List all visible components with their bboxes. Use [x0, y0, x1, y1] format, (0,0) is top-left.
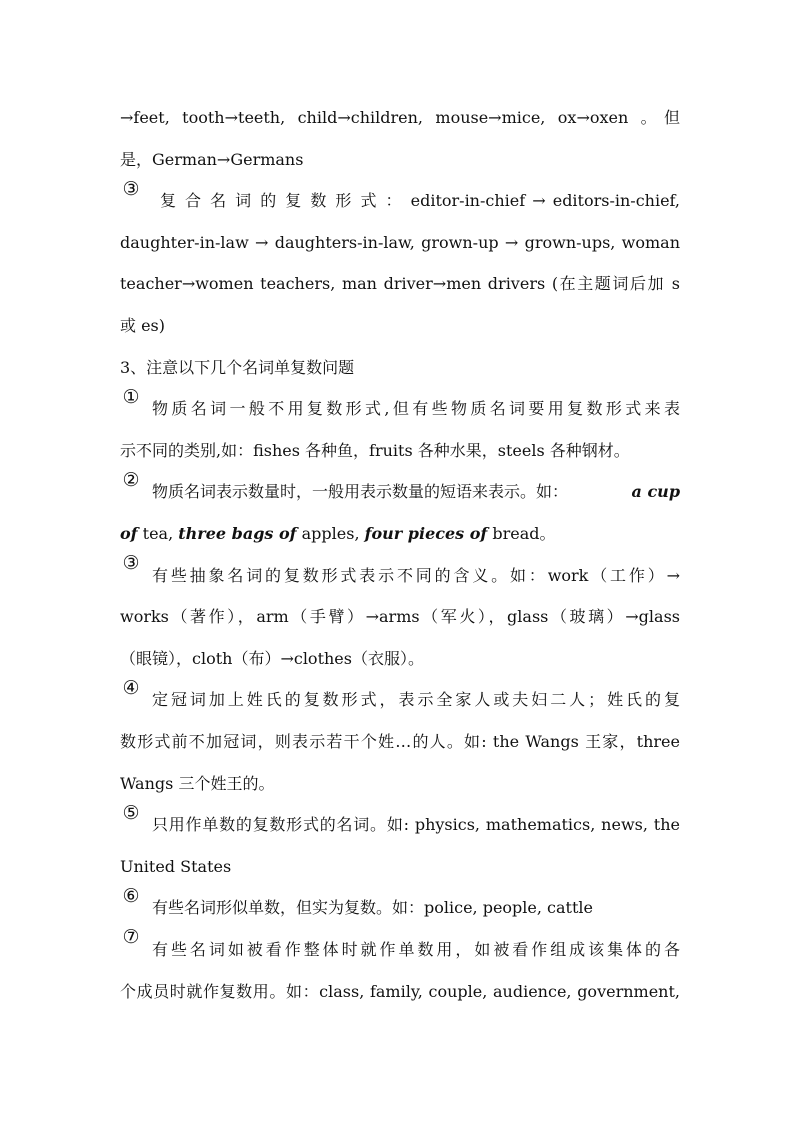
text-line [152, 481, 680, 503]
text-segment: apples, [296, 524, 365, 543]
circled-number-1: ① [122, 386, 140, 408]
text-line: 示不同的类别,如：fishes 各种鱼，fruits 各种水果，steels 各种钢材。 [120, 441, 630, 460]
text-line: 或 es) [120, 316, 166, 335]
text-line: 只用作单数的复数形式的名词。如: physics, mathematics, news, the [152, 815, 680, 834]
circled-number-6: ⑥ [122, 885, 140, 907]
emphasis-text: four pieces of [364, 524, 488, 543]
text-line: 复 合 名 词 的 复 数 形 式 ： editor-in-chief → editors-in-chief, [160, 191, 680, 210]
emphasis-text: of [120, 524, 138, 543]
text-segment: tea, [137, 524, 179, 543]
text-line: 数形式前不加冠词，则表示若干个姓…的人。如: the Wangs 王家，three [120, 732, 680, 751]
text-line: 是，German→Germans [120, 150, 304, 169]
text-line: 物质名词一般不用复数形式,但有些物质名词要用复数形式来表 [152, 399, 680, 418]
text-line: 有些名词形似单数，但实为复数。如：police, people, cattle [152, 898, 594, 917]
text-line: 有些抽象名词的复数形式表示不同的含义。如：work（工作）→ [152, 566, 680, 585]
text-segment: 物质名词表示数量时，一般用表示数量的短语来表示。如： [152, 482, 569, 501]
text-line: 个成员时就作复数用。如：class, family, couple, audience, government, [120, 982, 680, 1001]
text-line: Wangs 三个姓王的。 [120, 774, 275, 793]
circled-number-3: ③ [122, 552, 140, 574]
circled-number-4: ④ [122, 677, 140, 699]
emphasis-text: three bags of [178, 524, 297, 543]
circled-number-7: ⑦ [122, 926, 140, 948]
circled-number-5: ⑤ [122, 802, 140, 824]
circled-number-2: ② [122, 469, 140, 491]
text-line: United States [120, 857, 232, 876]
emphasis-text: a cup [631, 482, 680, 501]
text-segment: bread。 [487, 524, 556, 543]
section-heading: 3、注意以下几个名词单复数问题 [120, 358, 355, 377]
text-line: （眼镜），cloth（布）→clothes（衣服）。 [120, 649, 424, 668]
text-line: →feet, tooth→teeth, child→children, mouse→mice, ox→oxen 。但 [120, 108, 680, 127]
text-line: works（著作），arm（手臂）→arms（军火），glass（玻璃）→glass [120, 607, 680, 626]
text-line [120, 523, 680, 545]
text-line: 有些名词如被看作整体时就作单数用，如被看作组成该集体的各 [152, 940, 680, 959]
text-line: 定冠词加上姓氏的复数形式，表示全家人或夫妇二人；姓氏的复 [152, 690, 680, 709]
text-line: daughter-in-law → daughters-in-law, grown-up → grown-ups, woman [120, 233, 680, 252]
circled-number-3: ③ [122, 178, 140, 200]
text-line: teacher→women teachers, man driver→men drivers (在主题词后加 s [120, 274, 680, 293]
